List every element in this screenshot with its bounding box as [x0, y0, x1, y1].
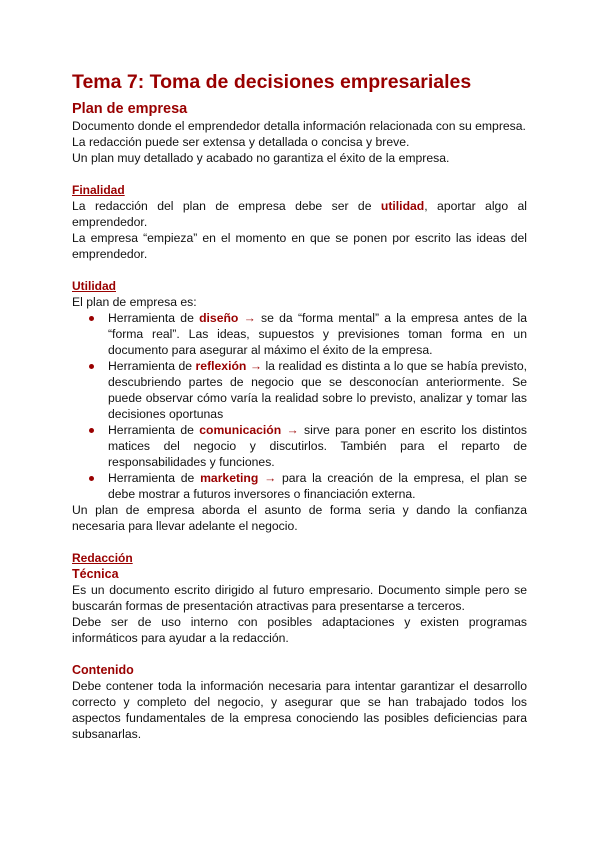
bullet-text: sirve para poner en escrito los distintos matices del negocio y discutirlos. También para el reparto de responsabilidades y funciones.: [108, 423, 527, 469]
contenido-paragraph: Debe contener toda la información necesaria para intentar garantizar el desarrollo correcto y completo del negocio, y asegurar que se han trabajado todos los aspectos fundamentales de la empresa conociendo las posibles deficiencias para subsanarlas.: [72, 679, 527, 741]
bullet-text: la realidad es distinta a lo que se había previsto, descubriendo partes de negocio que se desconocían anteriormente. Se puede observar cómo varía la realidad sobre lo previsto, analizar y tomar las decisiones oportunas: [108, 359, 527, 421]
bullet-icon: [89, 476, 94, 481]
utilidad-closing: Un plan de empresa aborda el asunto de forma seria y dando la confianza necesaria para llevar adelante el negocio.: [72, 503, 527, 533]
plan-heading: Plan de empresa: [72, 101, 188, 117]
bullet-text: para la creación de la empresa, el plan se debe mostrar a futuros inversores o financiación externa.: [108, 471, 527, 501]
tecnica-heading: Técnica: [72, 567, 119, 581]
arrow-right-icon: →: [243, 311, 256, 325]
section-gap: [72, 646, 527, 662]
keyword-comunicacion: comunicación: [199, 423, 282, 437]
finalidad-paragraph: La empresa “empieza” en el momento en que se ponen por escrito las ideas del emprendedor.: [72, 231, 527, 261]
bullet-icon: [89, 316, 94, 321]
bullet-text: Herramienta de: [108, 423, 200, 437]
redaccion-heading: Redacción: [72, 551, 133, 565]
plan-line: La redacción puede ser extensa y detallada o concisa y breve.: [72, 135, 410, 149]
keyword-reflexion: reflexión: [195, 359, 247, 373]
bullet-item: [108, 358, 527, 422]
finalidad-paragraph: [72, 198, 527, 230]
contenido-heading: Contenido: [72, 663, 134, 677]
plan-line: Documento donde el emprendedor detalla información relacionada con su empresa.: [72, 119, 526, 133]
finalidad-text: , aportar algo al emprendedor.: [72, 199, 527, 229]
utilidad-intro: El plan de empresa es:: [72, 295, 197, 309]
bullet-text: Herramienta de: [108, 359, 196, 373]
section-gap: [72, 166, 527, 182]
bullet-item: [108, 422, 527, 470]
bullet-item: [108, 310, 527, 358]
bullet-text: se da “forma mental” a la empresa antes de la “forma real”. Las ideas, supuestos y previsiones toman forma en un documento para asegurar al máximo el éxito de la empresa.: [108, 311, 527, 357]
section-gap: [72, 534, 527, 550]
tecnica-paragraph: Debe ser de uso interno con posibles adaptaciones y existen programas informáticos para ayudar a la redacción.: [72, 615, 527, 645]
bullet-icon: [89, 428, 94, 433]
bullet-text: Herramienta de: [108, 471, 201, 485]
tecnica-paragraph: Es un documento escrito dirigido al futuro empresario. Documento simple pero se buscarán formas de presentación atractivas para presentarse a terceros.: [72, 583, 527, 613]
arrow-right-icon: →: [286, 423, 299, 437]
section-gap: [72, 262, 527, 278]
arrow-right-icon: →: [249, 359, 263, 373]
finalidad-text: La redacción del plan de empresa debe ser de: [72, 199, 381, 213]
plan-line: Un plan muy detallado y acabado no garantiza el éxito de la empresa.: [72, 151, 450, 165]
bullet-list: [72, 310, 527, 502]
arrow-right-icon: →: [264, 471, 277, 485]
bullet-icon: [89, 364, 94, 369]
keyword-marketing: marketing: [200, 471, 259, 485]
document-title: Tema 7: Toma de decisiones empresariales: [72, 71, 472, 93]
document-content: [72, 70, 527, 742]
utilidad-heading: Utilidad: [72, 279, 116, 293]
keyword-utilidad: utilidad: [380, 199, 425, 213]
bullet-item: [108, 470, 527, 502]
keyword-diseno: diseño: [199, 311, 239, 325]
bullet-text: Herramienta de: [108, 311, 200, 325]
finalidad-heading: Finalidad: [72, 183, 125, 197]
